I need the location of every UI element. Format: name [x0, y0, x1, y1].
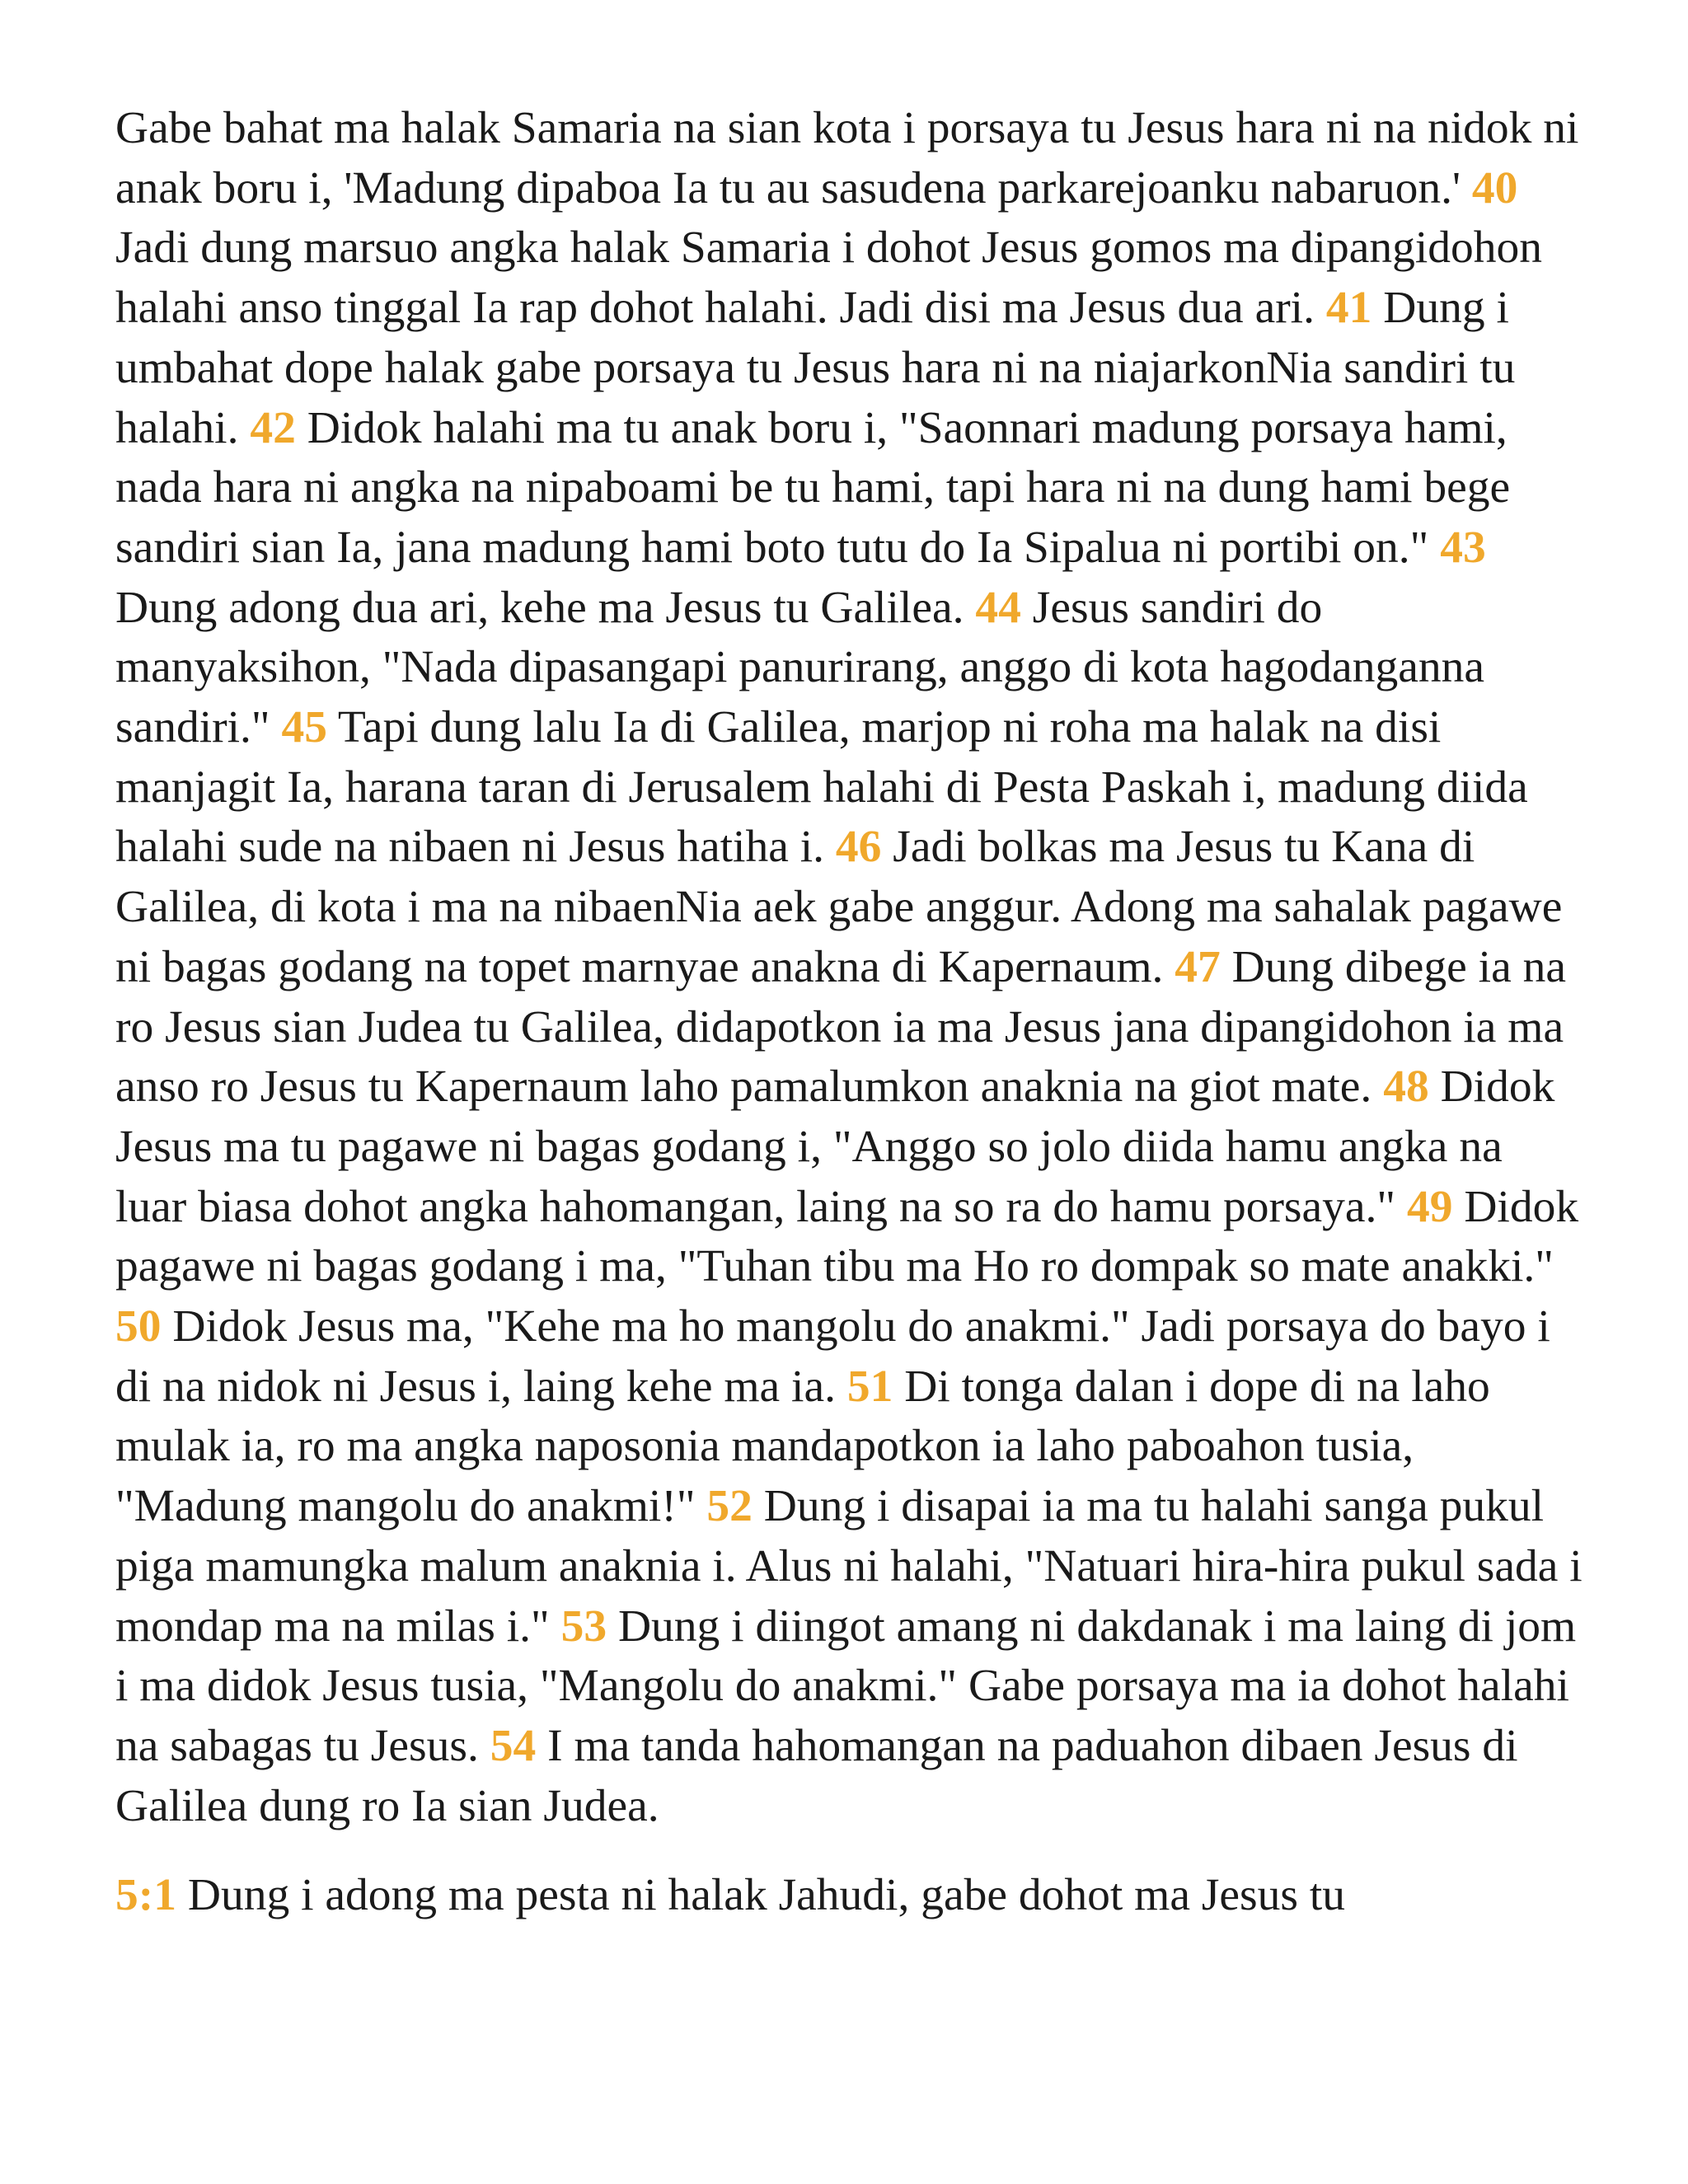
paragraph-text: Jesus sandiri do manyaksihon, "Nada dipasangapi panurirang, anggo di kota hagodanganna sandiri." [115, 582, 1484, 753]
paragraph-text: Gabe bahat ma halak Samaria na sian kota i porsaya tu Jesus hara ni na nidok ni anak boru i, 'Madung dipaboa Ia tu au sasudena parkarejoanku nabaruon.' [115, 103, 1579, 213]
paragraph-text: Tapi dung lalu Ia di Galilea, marjop ni roha ma halak na disi manjagit Ia, harana taran di Jerusalem halahi di Pesta Paskah i, madung diida halahi sude na nibaen ni Jesus hatiha i. [115, 702, 1528, 873]
paragraph-text: Dung i disapai ia ma tu halahi sanga pukul piga mamungka malum anaknia i. Alus ni halahi, "Natuari hira-hira pukul sada i mondap ma na milas i." [115, 1481, 1582, 1652]
paragraph-text: Jadi bolkas ma Jesus tu Kana di Galilea, di kota i ma na nibaenNia aek gabe anggur. Adong ma sahalak pagawe ni bagas godang na topet marnyae anakna di Kapernaum. [115, 822, 1563, 992]
verse-number-42: 42 [250, 402, 296, 453]
verse-number-40: 40 [1471, 162, 1518, 213]
paragraph-1 [115, 99, 1582, 1836]
chapter-verse-number: 5:1 [115, 1870, 176, 1921]
paragraph-text: Di tonga dalan i dope di na laho mulak ia, ro ma angka naposonia mandapotkon ia laho paboahon tusia, "Madung mangolu do anakmi!" [115, 1361, 1490, 1532]
paragraph-text: Didok Jesus ma tu pagawe ni bagas godang i, "Anggo so jolo diida hamu angka na luar biasa dohot angka hahomangan, laing na so ra do hamu porsaya." [115, 1062, 1555, 1232]
verse-number-44: 44 [975, 582, 1021, 633]
paragraph-text: Jadi dung marsuo angka halak Samaria i dohot Jesus gomos ma dipangidohon halahi anso tinggal Ia rap dohot halahi. Jadi disi ma Jesus dua ari. [115, 223, 1543, 334]
verse-number-54: 54 [490, 1720, 537, 1771]
verse-number-47: 47 [1175, 941, 1221, 992]
verse-number-53: 53 [560, 1601, 607, 1652]
verse-number-52: 52 [706, 1481, 753, 1532]
paragraph-text: Dung i adong ma pesta ni halak Jahudi, gabe dohot ma Jesus tu [176, 1870, 1346, 1921]
paragraph-text: I ma tanda hahomangan na paduahon dibaen Jesus di Galilea dung ro Ia sian Judea. [115, 1720, 1518, 1831]
verse-number-49: 49 [1406, 1181, 1453, 1232]
verse-number-45: 45 [281, 702, 327, 753]
paragraph-2 [115, 1866, 1582, 1926]
verse-number-46: 46 [835, 822, 882, 873]
verse-number-43: 43 [1440, 522, 1486, 573]
verse-number-50: 50 [115, 1301, 162, 1352]
verse-number-41: 41 [1325, 283, 1372, 334]
verse-number-48: 48 [1383, 1062, 1429, 1113]
paragraph-text: Didok Jesus ma, "Kehe ma ho mangolu do anakmi." Jadi porsaya do bayo i di na nidok ni Jesus i, laing kehe ma ia. [115, 1301, 1550, 1412]
paragraph-text: Dung dibege ia na ro Jesus sian Judea tu Galilea, didapotkon ia ma Jesus jana dipangidohon ia ma anso ro Jesus tu Kapernaum laho pamalumkon anaknia na giot mate. [115, 941, 1566, 1113]
paragraph-text: Dung i umbahat dope halak gabe porsaya tu Jesus hara ni na niajarkonNia sandiri tu halahi. [115, 283, 1516, 453]
document-page [115, 99, 1582, 1926]
paragraph-text: Dung i diingot amang ni dakdanak i ma laing di jom i ma didok Jesus tusia, "Mangolu do anakmi." Gabe porsaya ma ia dohot halahi na sabagas tu Jesus. [115, 1601, 1577, 1771]
paragraph-text: Didok halahi ma tu anak boru i, "Saonnari madung porsaya hami, nada hara ni angka na nipaboami be tu hami, tapi hara ni na dung hami bege sandiri sian Ia, jana madung hami boto tutu do Ia Sipalua ni portibi on." [115, 402, 1511, 573]
paragraph-text: Dung adong dua ari, kehe ma Jesus tu Galilea. [115, 582, 976, 633]
paragraph-text: Didok pagawe ni bagas godang i ma, "Tuhan tibu ma Ho ro dompak so mate anakki." [115, 1181, 1579, 1292]
verse-number-51: 51 [846, 1361, 893, 1412]
